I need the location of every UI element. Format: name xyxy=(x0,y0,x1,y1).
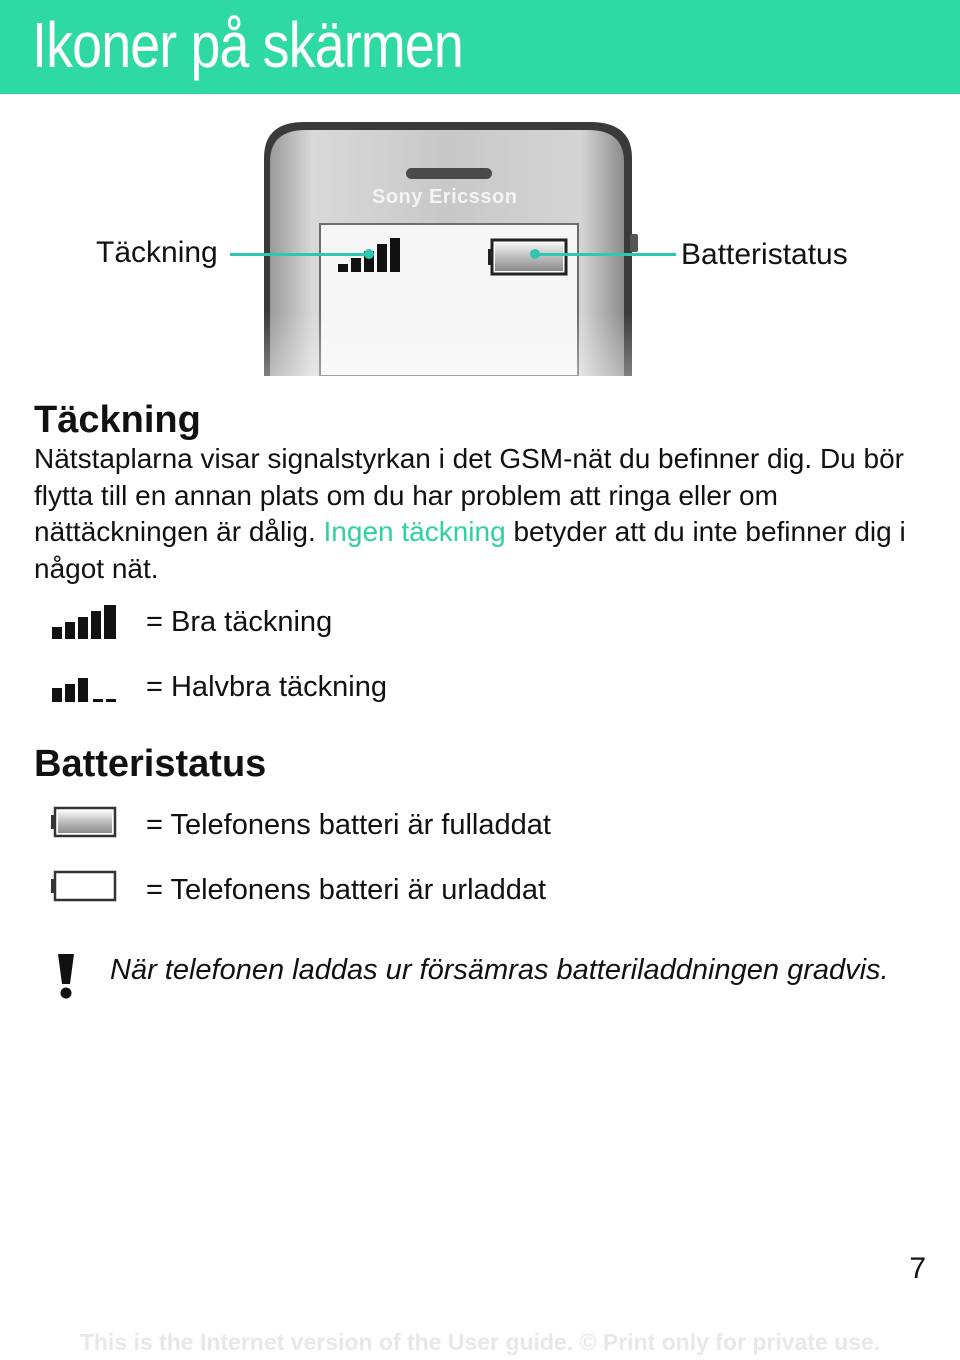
callout-dot-battery xyxy=(530,249,540,259)
page-title: Ikoner på skärmen xyxy=(32,9,463,81)
coverage-text-after: betyder att du inte befinner dig i något nät. xyxy=(34,516,906,584)
legend-text-battery-empty: = Telefonens batteri är urladdat xyxy=(146,874,547,906)
callout-label-coverage: Täckning xyxy=(96,236,218,269)
battery-full-icon xyxy=(50,806,120,840)
section-heading-coverage: Täckning xyxy=(34,399,201,441)
coverage-text-before: Nätstaplarna visar signalstyrkan i det GSM-nät du befinner dig. Du bör flytta till en annan plats om du har problem att ringa eller om nättäckningen är dålig. xyxy=(34,443,904,547)
phone-illustration xyxy=(260,118,650,376)
battery-empty-icon xyxy=(50,870,120,904)
callout-line-battery xyxy=(536,253,676,256)
callout-dot-coverage xyxy=(364,249,374,259)
note-text: När telefonen laddas ur försämras batteriladdningen gradvis. xyxy=(110,954,889,986)
signal-full-icon xyxy=(50,603,120,643)
footer-disclaimer: This is the Internet version of the User guide. © Print only for private use. xyxy=(79,1329,881,1355)
brand-logo: Sony Ericsson xyxy=(372,186,518,208)
legend-text-good-coverage: = Bra täckning xyxy=(146,606,333,638)
legend-text-battery-full: = Telefonens batteri är fulladdat xyxy=(146,809,551,841)
coverage-text-highlight: Ingen täckning xyxy=(323,516,506,547)
exclamation-icon xyxy=(54,952,78,1000)
signal-half-icon xyxy=(50,668,120,708)
coverage-paragraph xyxy=(34,441,934,587)
callout-line-coverage xyxy=(230,253,368,256)
page-number: 7 xyxy=(909,1252,926,1285)
section-heading-battery: Batteristatus xyxy=(34,743,267,785)
callout-label-battery: Batteristatus xyxy=(681,238,848,271)
legend-text-half-coverage: = Halvbra täckning xyxy=(146,671,387,703)
